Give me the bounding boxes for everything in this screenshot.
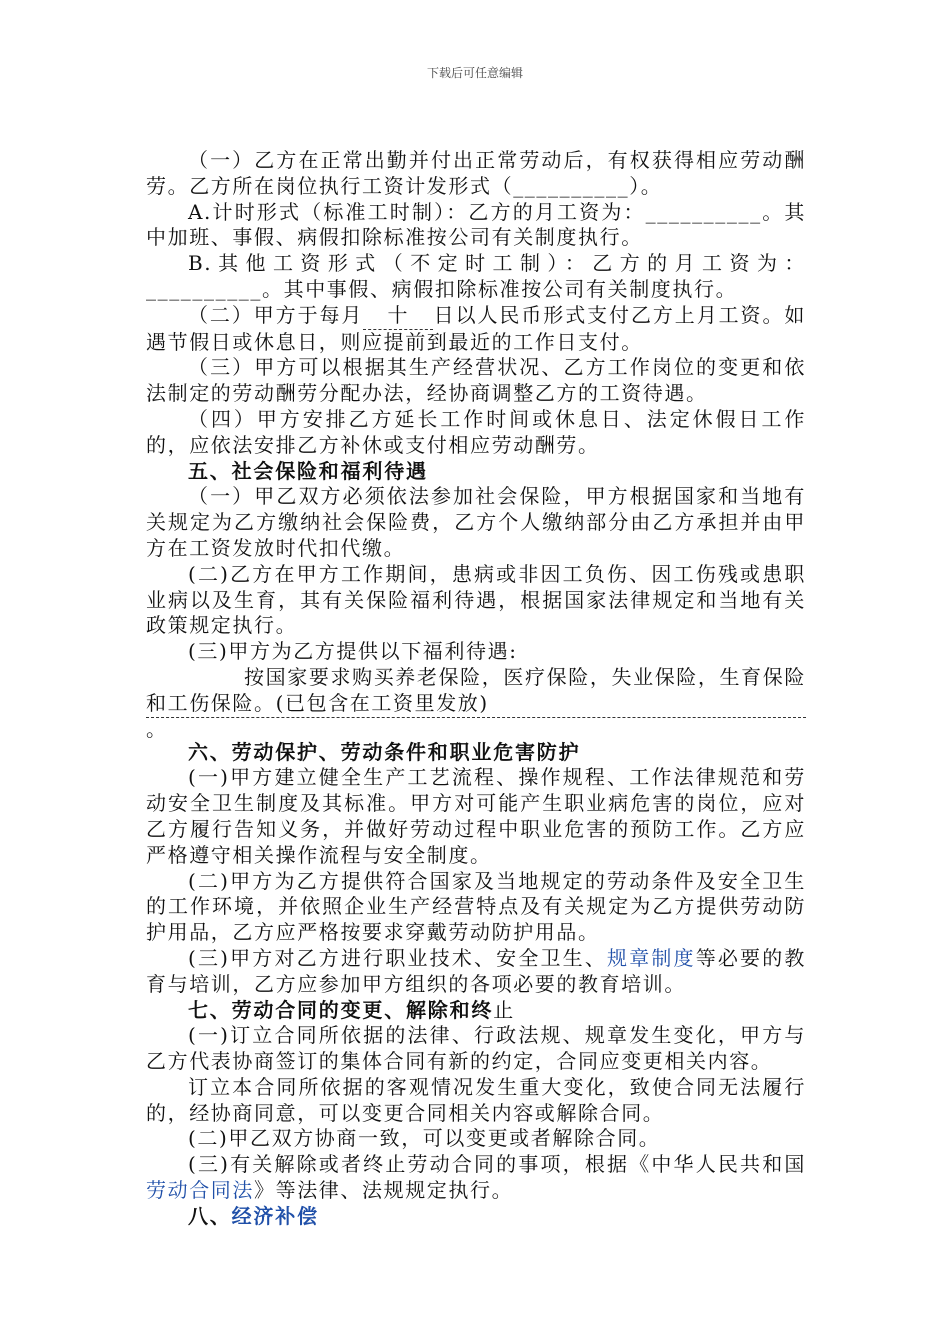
clause-insurance-3: (三)甲方为乙方提供以下福利待遇: — [188, 639, 518, 664]
clause-wage-3: （三）甲方可以根据其生产经营状况、乙方工作岗位的变更和依法制定的劳动酬劳分配办法，经协商调整乙方的工资待遇。 — [146, 355, 806, 406]
wage-a-blank: __________ — [645, 199, 762, 224]
clause-wage-b: B.其他工资形式（不定时工制）：乙方的月工资为：__________。其中事假、病假扣除标准按公司有关制度执行。 — [146, 251, 806, 301]
welfare-end-mark: 。 — [146, 716, 168, 741]
clause-insurance-2: (二)乙方在甲方工作期间，患病或非因工负伤、因工伤残或患职业病以及生育，其有关保险福利待遇，根据国家法律规定和当地有关政策规定执行。 — [146, 561, 806, 638]
pay-day-field: 十 — [363, 303, 433, 330]
clause-change-2: (二)甲乙双方协商一致，可以变更或者解除合同。 — [188, 1126, 661, 1151]
clause-wage-2: （二）甲方于每月 十 日以人民币形式支付乙方上月工资。如遇节假日或休息日，则应提前到最近的工作日支付。 — [146, 302, 806, 354]
clause-change-3: (三)有关解除或者终止劳动合同的事项，根据《中华人民共和国劳动合同法》等法律、法规规定执行。 — [146, 1152, 806, 1203]
clause-wage-a: A.计时形式（标准工时制）：乙方的月工资为：__________。其中加班、事假、病假扣除标准按公司有关制度执行。 — [146, 199, 806, 250]
clause-change-1: (一)订立合同所依据的法律、行政法规、规章发生变化，甲方与乙方代表协商签订的集体合同有新的约定，合同应变更相关内容。 — [146, 1023, 806, 1074]
compensation-link[interactable]: 经济补偿 — [231, 1203, 319, 1228]
clause-wage-4: （四）甲方安排乙方延长工作时间或休息日、法定休假日工作的，应依法安排乙方补休或支付相应劳动酬劳。 — [146, 406, 806, 457]
clause-protection-2: (二)甲方为乙方提供符合国家及当地规定的劳动条件及安全卫生的工作环境，并依照企业生产经营特点及有关规定为乙方提供劳动防护用品，乙方应严格按要求穿戴劳动防护用品。 — [146, 868, 806, 945]
document-body — [146, 148, 806, 1230]
welfare-field — [146, 665, 806, 718]
clause-change-1b: 订立本合同所依据的客观情况发生重大变化，致使合同无法履行的，经协商同意，可以变更合同相关内容或解除合同。 — [146, 1074, 806, 1125]
welfare-value: 按国家要求购买养老保险，医疗保险，失业保险，生育保险和工伤保险。(已包含在工资里发放) — [146, 665, 806, 718]
clause-protection-3: (三)甲方对乙方进行职业技术、安全卫生、规章制度等必要的教育与培训，乙方应参加甲方组织的各项必要的教育培训。 — [146, 945, 807, 996]
clause-wage-1: （一）乙方在正常出勤并付出正常劳动后，有权获得相应劳动酬劳。乙方所在岗位执行工资计发形式（__________）。 — [146, 148, 806, 198]
section-heading-6: 六、劳动保护、劳动条件和职业危害防护 — [188, 739, 581, 764]
wage-form-blank: __________ — [513, 173, 630, 198]
clause-protection-1: (一)甲方建立健全生产工艺流程、操作规程、工作法律规范和劳动安全卫生制度及其标准。甲方对可能产生职业病危害的岗位，应对乙方履行告知义务，并做好劳动过程中职业危害的预防工作。乙方应严格遵守相关操作流程与安全制度。 — [146, 765, 806, 867]
clause-insurance-1: （一）甲乙双方必须依法参加社会保险，甲方根据国家和当地有关规定为乙方缴纳社会保险费，乙方个人缴纳部分由乙方承担并由甲方在工资发放时代扣代缴。 — [146, 484, 806, 560]
section-heading-8: 八、经济补偿 — [188, 1203, 319, 1228]
wage-b-blank: __________ — [146, 276, 262, 301]
page-header: 下载后可任意编辑 — [426, 66, 523, 80]
section-heading-7: 七、劳动合同的变更、解除和终止 — [188, 997, 516, 1022]
rules-link[interactable]: 规章制度 — [607, 945, 696, 970]
labor-law-link[interactable]: 劳动合同法 — [146, 1178, 254, 1203]
section-heading-5: 五、社会保险和福利待遇 — [188, 458, 428, 483]
